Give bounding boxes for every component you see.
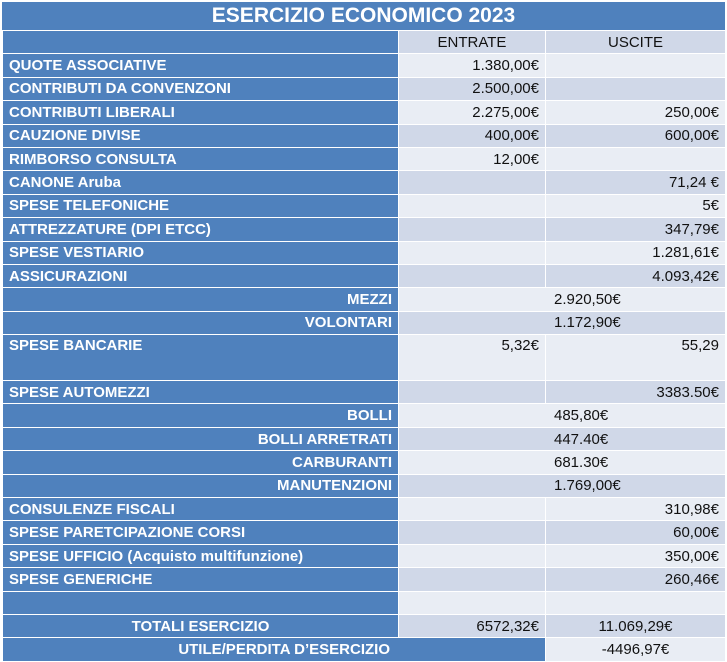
entrate-cell [399,171,546,194]
uscite-subitem-cell: 447.40€ [399,427,726,450]
uscite-cell [546,77,726,100]
row-label: RIMBORSO CONSULTA [3,147,399,170]
entrate-cell [399,241,546,264]
table-row [3,427,726,450]
uscite-cell: 310,98€ [546,498,726,521]
entrate-cell [399,521,546,544]
table-row [3,264,726,287]
result-value: -4496,97€ [546,638,726,661]
entrate-cell [399,194,546,217]
row-label: BOLLI ARRETRATI [3,427,399,450]
row-label: QUOTE ASSOCIATIVE [3,54,399,77]
entrate-cell [399,264,546,287]
uscite-cell: 260,46€ [546,568,726,591]
row-label: CANONE Aruba [3,171,399,194]
entrate-cell [399,218,546,241]
table-row [3,101,726,124]
table-row [3,124,726,147]
row-label: SPESE UFFICIO (Acquisto multifunzione) [3,544,399,567]
blank-row [3,591,726,614]
entrate-cell [399,544,546,567]
uscite-cell: 3383.50€ [546,381,726,404]
uscite-subitem-cell: 681.30€ [399,451,726,474]
uscite-header: USCITE [546,31,726,54]
row-label: SPESE GENERICHE [3,568,399,591]
uscite-cell: 55,29 [546,335,726,381]
row-label: CONSULENZE FISCALI [3,498,399,521]
entrate-cell: 2.275,00€ [399,101,546,124]
row-label: SPESE AUTOMEZZI [3,381,399,404]
uscite-cell: 60,00€ [546,521,726,544]
row-label: SPESE PARETCIPAZIONE CORSI [3,521,399,544]
uscite-cell [546,147,726,170]
budget-table [2,30,726,662]
entrate-cell: 1.380,00€ [399,54,546,77]
row-label: MEZZI [3,288,399,311]
uscite-subitem-cell: 1.769,00€ [399,474,726,497]
entrate-header: ENTRATE [399,31,546,54]
table-row [3,568,726,591]
entrate-cell: 400,00€ [399,124,546,147]
row-label: VOLONTARI [3,311,399,334]
table-row [3,451,726,474]
row-label: ATTREZZATURE (DPI ETCC) [3,218,399,241]
uscite-cell: 250,00€ [546,101,726,124]
row-label: CAUZIONE DIVISE [3,124,399,147]
entrate-cell: 12,00€ [399,147,546,170]
uscite-cell: 347,79€ [546,218,726,241]
row-label: SPESE BANCARIE [3,335,399,381]
table-row [3,521,726,544]
uscite-subitem-cell: 1.172,90€ [399,311,726,334]
row-label: CONTRIBUTI LIBERALI [3,101,399,124]
blank-entrate-cell [399,591,546,614]
table-row [3,335,726,381]
uscite-cell [546,54,726,77]
uscite-subitem-cell: 485,80€ [399,404,726,427]
entrate-cell [399,498,546,521]
uscite-cell: 4.093,42€ [546,264,726,287]
blank-uscite-cell [546,591,726,614]
row-label: CARBURANTI [3,451,399,474]
table-row [3,241,726,264]
entrate-cell: 2.500,00€ [399,77,546,100]
table-row [3,77,726,100]
row-label: SPESE TELEFONICHE [3,194,399,217]
row-label: SPESE VESTIARIO [3,241,399,264]
row-label: MANUTENZIONI [3,474,399,497]
totals-row [3,614,726,637]
totals-uscite: 11.069,29€ [546,614,726,637]
table-row [3,218,726,241]
entrate-cell [399,381,546,404]
uscite-cell: 600,00€ [546,124,726,147]
table-row [3,147,726,170]
label-header-cell [3,31,399,54]
table-row [3,311,726,334]
blank-label-cell [3,591,399,614]
uscite-cell: 71,24 € [546,171,726,194]
uscite-cell: 5€ [546,194,726,217]
column-header-row [3,31,726,54]
table-row [3,404,726,427]
table-row [3,498,726,521]
row-label: ASSICURAZIONI [3,264,399,287]
uscite-cell: 350,00€ [546,544,726,567]
result-label: UTILE/PERDITA D’ESERCIZIO [3,638,546,661]
table-row [3,288,726,311]
table-row [3,474,726,497]
table-row [3,544,726,567]
table-row [3,194,726,217]
uscite-subitem-cell: 2.920,50€ [399,288,726,311]
uscite-cell: 1.281,61€ [546,241,726,264]
table-row [3,54,726,77]
entrate-cell: 5,32€ [399,335,546,381]
table-row [3,171,726,194]
totals-label: TOTALI ESERCIZIO [3,614,399,637]
row-label: BOLLI [3,404,399,427]
totals-entrate: 6572,32€ [399,614,546,637]
row-label: CONTRIBUTI DA CONVENZONI [3,77,399,100]
entrate-cell [399,568,546,591]
table-row [3,381,726,404]
sheet-title: ESERCIZIO ECONOMICO 2023 [2,2,725,30]
